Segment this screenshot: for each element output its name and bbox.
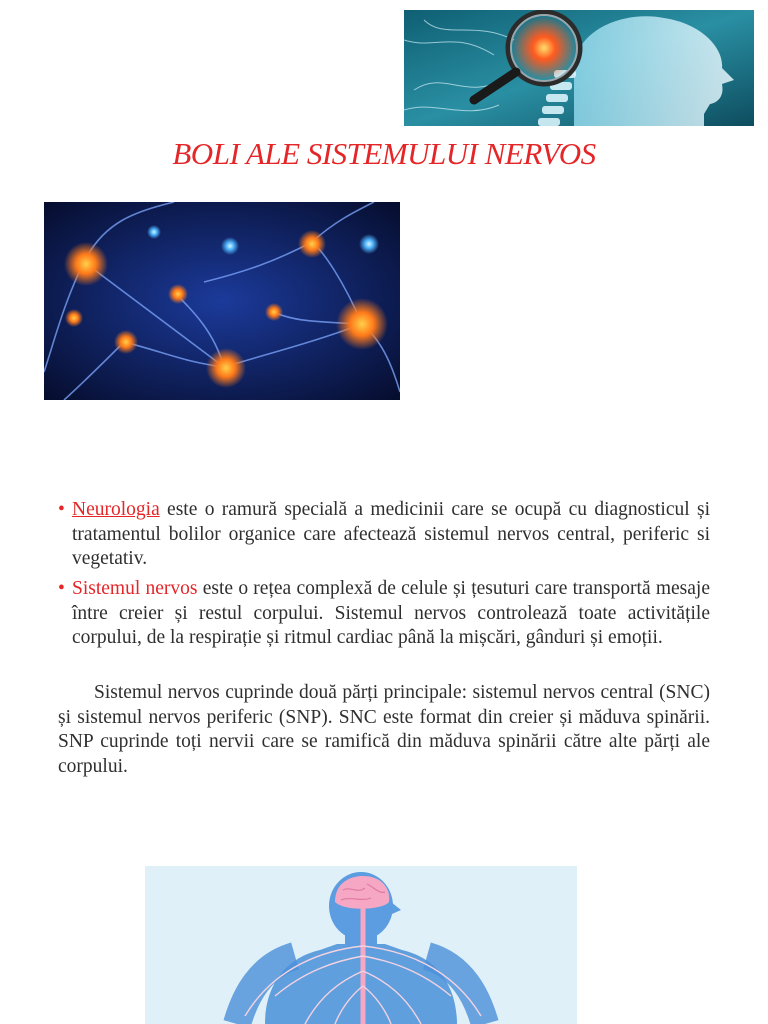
bullet-body: este o ramură specială a medicinii care se ocupă cu diagnosticul și tratamentul bolilor organice care afectează sistemul nervos central, periferic si vegetativ. xyxy=(72,499,710,569)
brain-magnifier-image xyxy=(404,10,754,126)
body-paragraph: Sistemul nervos cuprinde două părți principale: sistemul nervos central (SNC) și sistemul nervos periferic (SNP). SNC este format din creier și măduva spinării. SNP cuprinde toți nervii care se ramifică din măduva spinării către alte părți ale corpului. xyxy=(58,682,710,777)
brain-magnifier-icon xyxy=(404,10,754,126)
neuron-network-icon xyxy=(44,202,400,400)
neuron-network-image xyxy=(44,202,400,400)
nervous-system-body-icon xyxy=(145,866,577,1024)
bullet-text xyxy=(72,577,710,651)
nervous-system-body-image xyxy=(145,866,577,1024)
term-sistemul-nervos: Sistemul nervos xyxy=(72,578,198,599)
bullet-body: este o rețea complexă de celule și țesuturi care transportă mesaje între creier și restul corpului. Sistemul nervos controlează toate activitățile corpului, de la respirație și ritmul cardiac până la mișcări, gânduri și emoții. xyxy=(72,578,711,648)
bullet-text xyxy=(72,498,710,572)
list-item xyxy=(58,577,710,651)
page-title: BOLI ALE SISTEMULUI NERVOS xyxy=(172,136,596,171)
list-item xyxy=(58,498,710,572)
term-link-neurologia[interactable]: Neurologia xyxy=(72,499,160,520)
bullet-marker: • xyxy=(58,578,65,599)
bullet-marker: • xyxy=(58,499,65,520)
